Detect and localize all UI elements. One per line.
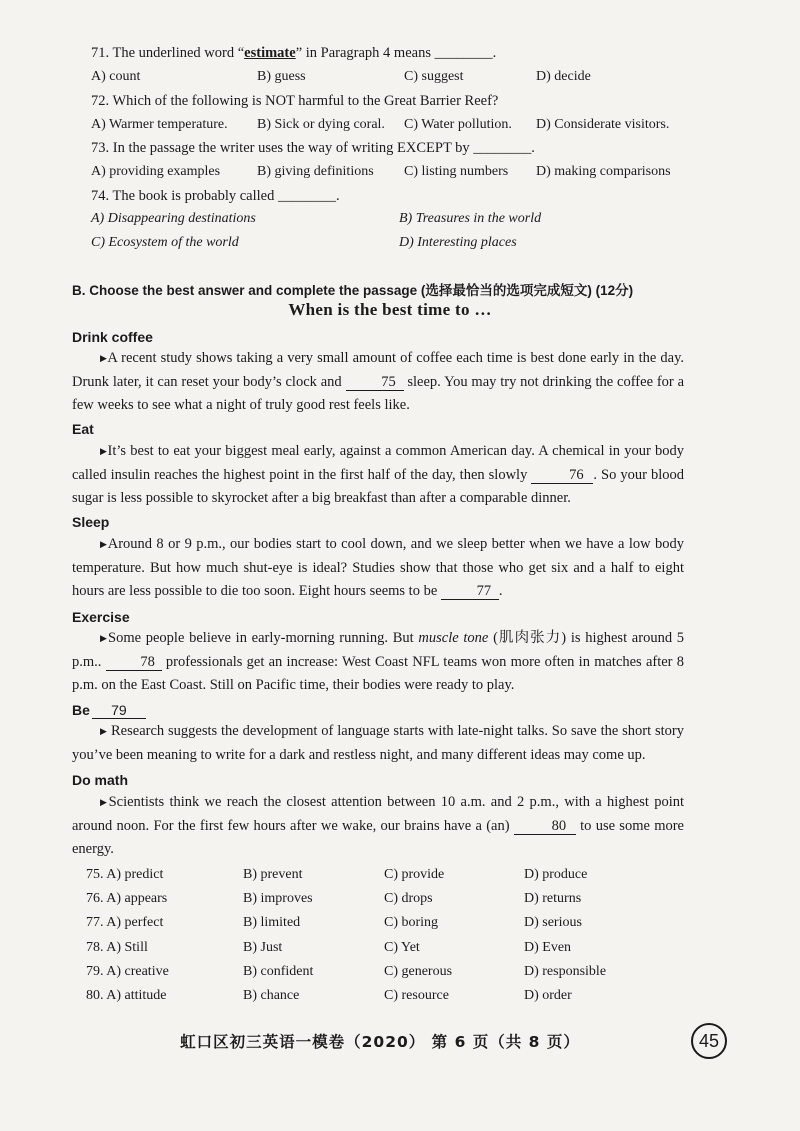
math-text-1: Scientists think we reach the closest attention between 10 a.m. and 2 p.m., with a highest point around noon. For the first few hours after we wake, our brains have a (an) bbox=[72, 794, 685, 834]
option-c: C) resource bbox=[384, 988, 449, 1003]
q73-option-b: B) giving definitions bbox=[257, 164, 374, 179]
option-d: D) Even bbox=[524, 940, 572, 955]
option-d: D) serious bbox=[524, 915, 582, 930]
bullet-triangle-icon: ▶ bbox=[100, 633, 109, 643]
option-d: D) responsible bbox=[524, 964, 607, 979]
option-row-num: 79. A) creative bbox=[86, 964, 169, 979]
passage-title: When is the best time to … bbox=[288, 300, 492, 319]
option-b: B) confident bbox=[243, 964, 314, 979]
section-b-instruction: B. Choose the best answer and complete the passage (选择最恰当的选项完成短文) (12分) bbox=[72, 283, 634, 298]
question-74-stem: 74. The book is probably called ________. bbox=[91, 188, 340, 204]
bullet-triangle-icon: ▶ bbox=[100, 797, 109, 807]
option-d: D) produce bbox=[524, 867, 588, 882]
bullet-triangle-icon: ▶ bbox=[100, 353, 108, 363]
paragraph-exercise bbox=[72, 627, 684, 698]
option-row-num: 75. A) predict bbox=[86, 867, 164, 882]
option-c: C) boring bbox=[384, 915, 439, 930]
page-footer: 虹口区初三英语一模卷（2020） 第 6 页（共 8 页） bbox=[180, 1033, 580, 1051]
option-c: C) drops bbox=[384, 891, 433, 906]
q71-underlined-word: estimate bbox=[244, 45, 296, 61]
heading-exercise: Exercise bbox=[72, 609, 130, 625]
question-71-stem bbox=[91, 44, 496, 62]
option-c: C) Yet bbox=[384, 940, 420, 955]
option-d: D) returns bbox=[524, 891, 582, 906]
heading-drink-coffee: Drink coffee bbox=[72, 329, 153, 345]
blank-80: 80 bbox=[514, 818, 576, 835]
option-c: C) provide bbox=[384, 867, 445, 882]
sleep-text-2: . bbox=[498, 583, 503, 599]
page-number-badge: 45 bbox=[691, 1023, 727, 1059]
option-d: D) order bbox=[524, 988, 572, 1003]
exercise-text-1b: (肌肉张力) is highest around 5 p.m.. bbox=[72, 630, 685, 670]
paragraph-sleep bbox=[72, 533, 684, 604]
option-b: B) Just bbox=[243, 940, 283, 955]
blank-76: 76 bbox=[531, 467, 593, 484]
option-b: B) chance bbox=[243, 988, 300, 1003]
coffee-text-1: A recent study shows taking a very small amount of coffee each time is best done early in the day. Drunk later, it can reset your body’s clock and bbox=[72, 350, 685, 390]
paragraph-math bbox=[72, 791, 684, 862]
q71-stem-part: 71. The underlined word “ bbox=[91, 45, 245, 61]
option-row-num: 77. A) perfect bbox=[86, 915, 164, 930]
heading-be-word: Be bbox=[72, 702, 90, 718]
blank-79: 79 bbox=[92, 702, 146, 719]
q71-option-b: B) guess bbox=[257, 69, 306, 84]
coffee-text-2: sleep. You may try not drinking the coffee for a few weeks to see what a night of truly good rest feels like. bbox=[72, 373, 685, 413]
q72-option-c: C) Water pollution. bbox=[404, 117, 512, 132]
question-72-stem: 72. Which of the following is NOT harmful to the Great Barrier Reef? bbox=[91, 93, 499, 109]
q73-option-d: D) making comparisons bbox=[536, 164, 671, 179]
paragraph-be bbox=[72, 720, 684, 767]
exercise-text-1: Some people believe in early-morning running. But bbox=[108, 630, 414, 646]
option-b: B) prevent bbox=[243, 867, 303, 882]
be-text-1: Research suggests the development of language starts with late-night talks. So save the short story you’ve been meaning to write for a dark and restless night, and many different ideas may come up. bbox=[72, 723, 685, 763]
heading-eat: Eat bbox=[72, 421, 94, 437]
sleep-text-1: Around 8 or 9 p.m., our bodies start to cool down, and we sleep better when we have a low body temperature. But how much shut-eye is ideal? Studies show that those who get six and a half to eight hours are less possible to die too soon. Eight hours seems to be bbox=[72, 536, 684, 599]
q74-option-c: C) Ecosystem of the world bbox=[91, 235, 239, 250]
option-b: B) improves bbox=[243, 891, 313, 906]
q72-option-b: B) Sick or dying coral. bbox=[257, 117, 385, 132]
option-row-num: 78. A) Still bbox=[86, 940, 148, 955]
eat-text-1: It’s best to eat your biggest meal early, against a common American day. A chemical in your body called insulin reaches the highest point in the first half of the day, then slowly bbox=[72, 443, 684, 483]
option-c: C) generous bbox=[384, 964, 453, 979]
heading-be bbox=[72, 702, 146, 719]
option-row-num: 76. A) appears bbox=[86, 891, 168, 906]
q71-stem-part: ” in Paragraph 4 means ________. bbox=[295, 45, 497, 61]
option-row-num: 80. A) attitude bbox=[86, 988, 167, 1003]
eat-text-2: . So your blood sugar is less possible to skyrocket after a big breakfast than after a comparable dinner. bbox=[72, 466, 685, 506]
q71-option-c: C) suggest bbox=[404, 69, 464, 84]
bullet-triangle-icon: ▶ bbox=[100, 539, 108, 549]
q73-option-c: C) listing numbers bbox=[404, 164, 509, 179]
exercise-term: muscle tone bbox=[418, 630, 489, 646]
heading-sleep: Sleep bbox=[72, 514, 110, 530]
heading-do-math: Do math bbox=[72, 772, 128, 788]
bullet-triangle-icon: ▶ bbox=[100, 726, 108, 736]
blank-75: 75 bbox=[346, 374, 404, 391]
q72-option-d: D) Considerate visitors. bbox=[536, 117, 670, 132]
math-text-2: to use some more energy. bbox=[72, 817, 684, 857]
question-73-stem: 73. In the passage the writer uses the way of writing EXCEPT by ________. bbox=[91, 140, 535, 156]
q73-option-a: A) providing examples bbox=[91, 164, 221, 179]
paragraph-coffee bbox=[72, 347, 684, 418]
option-b: B) limited bbox=[243, 915, 301, 930]
q71-option-a: A) count bbox=[91, 69, 141, 84]
q72-option-a: A) Warmer temperature. bbox=[91, 117, 228, 132]
paragraph-eat bbox=[72, 440, 684, 511]
blank-78: 78 bbox=[106, 654, 162, 671]
q74-option-b: B) Treasures in the world bbox=[399, 211, 542, 226]
exercise-text-2: professionals get an increase: West Coast NFL teams won more often in matches after 8 p.m. on the East Coast. Still on Pacific time, their bodies were ready to play. bbox=[72, 653, 684, 693]
blank-77: 77 bbox=[441, 583, 499, 600]
q71-option-d: D) decide bbox=[536, 69, 591, 84]
bullet-triangle-icon: ▶ bbox=[100, 446, 108, 456]
q74-option-d: D) Interesting places bbox=[399, 235, 517, 250]
q74-option-a: A) Disappearing destinations bbox=[91, 211, 256, 226]
